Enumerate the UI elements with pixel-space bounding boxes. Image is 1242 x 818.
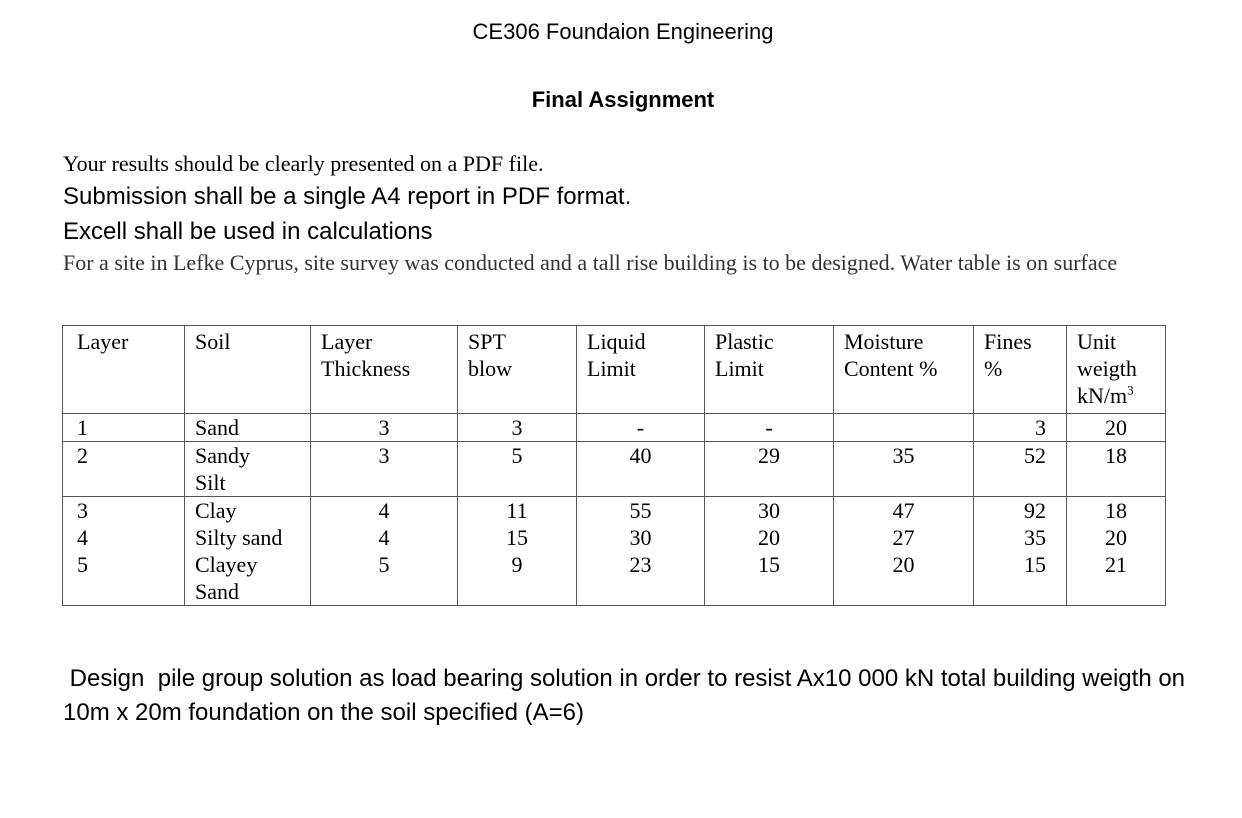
cell-thickness: 3: [311, 442, 458, 497]
cell-plastic-limit: 15: [705, 551, 834, 606]
cell-fines: 3: [974, 414, 1067, 442]
cell-plastic-limit: 30: [705, 497, 834, 525]
cell-thickness: 5: [311, 551, 458, 606]
header-moisture-content: Moisture Content %: [834, 326, 974, 414]
header-unit-weight: Unit weigth $kN/m^3$: [1067, 326, 1166, 414]
cell-unit-weight: 18: [1067, 442, 1166, 497]
table-row: [63, 497, 1166, 525]
table-row: [63, 442, 1166, 497]
header-plastic-limit: Plastic Limit: [705, 326, 834, 414]
cell-thickness: 3: [311, 414, 458, 442]
cell-moisture: [834, 414, 974, 442]
cell-fines: 35: [974, 524, 1067, 551]
cell-unit-weight: 20: [1067, 414, 1166, 442]
cell-fines: 92: [974, 497, 1067, 525]
cell-layer: 1: [63, 414, 185, 442]
cell-soil: Silty sand: [185, 524, 311, 551]
soil-properties-table: [62, 325, 1166, 606]
cell-plastic-limit: -: [705, 414, 834, 442]
table-row: [63, 551, 1166, 606]
course-title: CE306 Foundaion Engineering: [472, 19, 774, 44]
cell-thickness: 4: [311, 497, 458, 525]
table-row: [63, 414, 1166, 442]
cell-unit-weight: 18: [1067, 497, 1166, 525]
cell-liquid-limit: 40: [577, 442, 705, 497]
cell-fines: 15: [974, 551, 1067, 606]
cell-layer: 3: [63, 497, 185, 525]
table-row: [63, 524, 1166, 551]
header-layer: Layer: [63, 326, 185, 414]
cell-liquid-limit: 23: [577, 551, 705, 606]
cell-unit-weight: 20: [1067, 524, 1166, 551]
header-spt-blow: SPT blow: [458, 326, 577, 414]
intro-line-pdf: Your results should be clearly presented on a PDF file.: [63, 151, 544, 176]
cell-soil: Clayey Sand: [185, 551, 311, 606]
cell-layer: 4: [63, 524, 185, 551]
cell-thickness: 4: [311, 524, 458, 551]
cell-plastic-limit: 20: [705, 524, 834, 551]
cell-plastic-limit: 29: [705, 442, 834, 497]
cell-layer: 2: [63, 442, 185, 497]
design-task-text: Design pile group solution as load bearing solution in order to resist Ax10 000 kN total building weigth on 10m x 20m foundation on the soil specified (A=6): [63, 665, 1192, 726]
header-fines: Fines %: [974, 326, 1067, 414]
cell-spt: 9: [458, 551, 577, 606]
cell-unit-weight: 21: [1067, 551, 1166, 606]
site-description: For a site in Lefke Cyprus, site survey was conducted and a tall rise building is to be designed. Water table is on surface: [63, 250, 1118, 275]
cell-layer: 5: [63, 551, 185, 606]
cell-spt: 11: [458, 497, 577, 525]
cell-moisture: 35: [834, 442, 974, 497]
cell-soil: Sand: [185, 414, 311, 442]
intro-line-excel: Excell shall be used in calculations: [63, 218, 433, 245]
cell-soil: Clay: [185, 497, 311, 525]
cell-spt: 5: [458, 442, 577, 497]
cell-liquid-limit: -: [577, 414, 705, 442]
assignment-title: Final Assignment: [531, 87, 715, 112]
header-liquid-limit: Liquid Limit: [577, 326, 705, 414]
cell-fines: 52: [974, 442, 1067, 497]
header-layer-thickness: Layer Thickness: [311, 326, 458, 414]
cell-liquid-limit: 30: [577, 524, 705, 551]
cell-soil: Sandy Silt: [185, 442, 311, 497]
header-soil: Soil: [185, 326, 311, 414]
intro-line-submission: Submission shall be a single A4 report in PDF format.: [63, 183, 632, 210]
table-header-row: [63, 326, 1166, 414]
cell-moisture: 47: [834, 497, 974, 525]
cell-moisture: 27: [834, 524, 974, 551]
cell-spt: 15: [458, 524, 577, 551]
cell-spt: 3: [458, 414, 577, 442]
cell-liquid-limit: 55: [577, 497, 705, 525]
cell-moisture: 20: [834, 551, 974, 606]
